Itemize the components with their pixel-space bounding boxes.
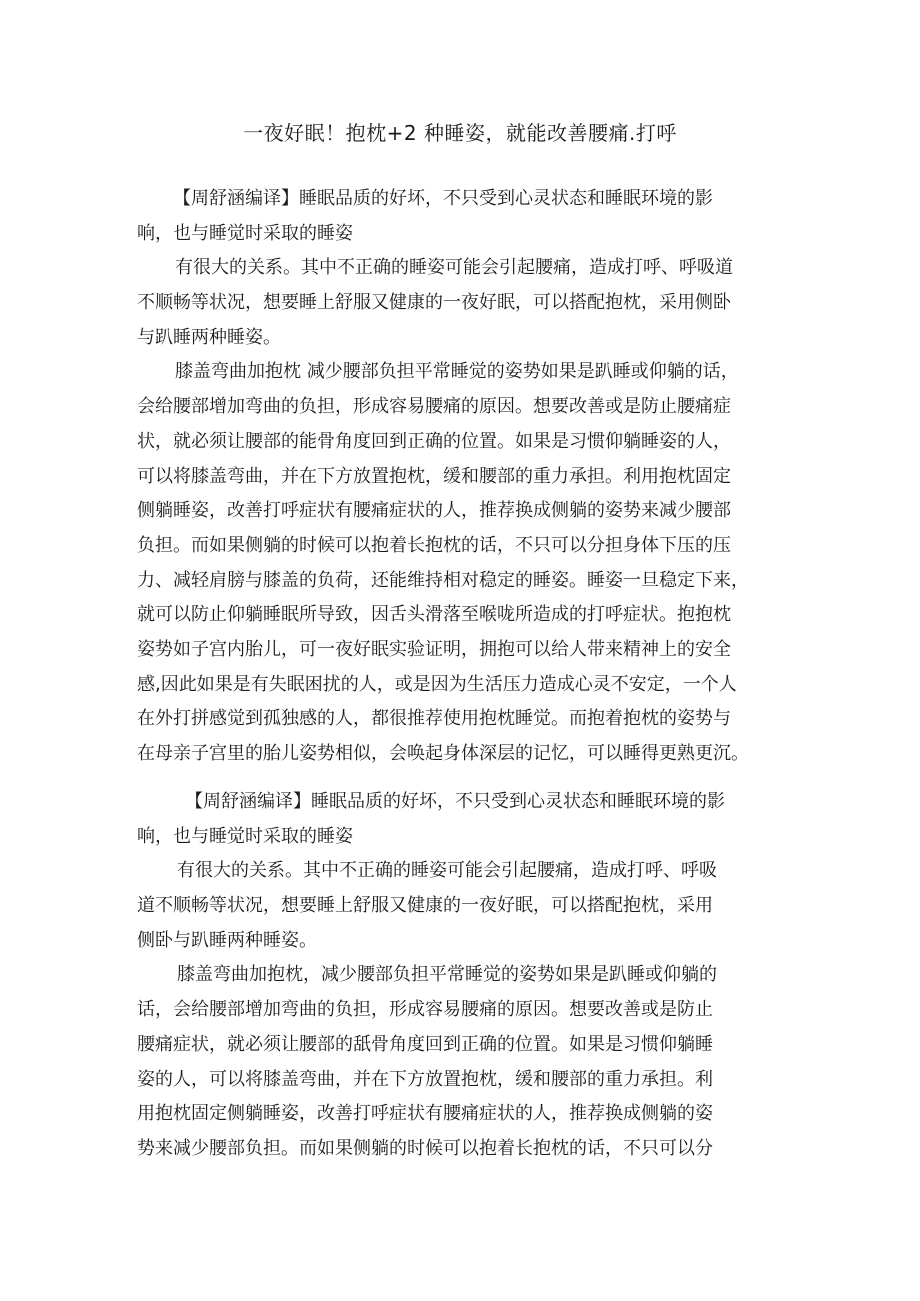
text-line: 在母亲子宫里的胎儿姿势相似，会唤起身体深层的记忆，可以睡得更熟更沉。	[137, 743, 749, 764]
text-line: 状，就必须让腰部的能骨角度回到正确的位置。如果是习惯仰躺睡姿的人，	[137, 430, 731, 452]
text-line: 响，也与睡觉时采取的睡姿	[137, 825, 353, 847]
text-line: 姿势如子宫内胎儿，可一夜好眠实验证明，拥抱可以给人带来精神上的安全	[137, 638, 731, 660]
text-line: 【周舒涵编译】睡眠品质的好坏，不只受到心灵状态和睡眠环境的影	[185, 791, 725, 812]
text-line: 力、减轻肩膀与膝盖的负荷，还能维持相对稳定的睡姿。睡姿一旦稳定下来，	[137, 569, 749, 591]
text-line: 在外打拼感觉到孤独感的人，都很推荐使用抱枕睡觉。而抱着抱枕的姿势与	[137, 708, 731, 730]
text-line: 有很大的关系。其中不正确的睡姿可能会引起腰痛，造成打呼、呼吸	[177, 860, 717, 882]
text-line: 会给腰部增加弯曲的负担，形成容易腰痛的原因。想要改善或是防止腰痛症	[137, 396, 731, 418]
text-line: 腰痛症状，就必须让腰部的舐骨角度回到正确的位置。如果是习惯仰躺睡	[137, 1033, 713, 1055]
text-line: 感,因此如果是有失眠困扰的人，或是因为生活压力造成心灵不安定，一个人	[137, 673, 737, 695]
article-block-1	[137, 182, 749, 772]
text-line: 势来减少腰部负担。而如果侧躺的时候可以抱着长抱枕的话，不只可以分	[137, 1137, 713, 1159]
text-line: 有很大的关系。其中不正确的睡姿可能会引起腰痛，造成打呼、呼吸道	[175, 257, 733, 279]
text-line: 用抱枕固定侧躺睡姿，改善打呼症状有腰痛症状的人，推荐换成侧躺的姿	[137, 1103, 713, 1125]
text-line: 侧卧与趴睡两种睡姿。	[137, 929, 317, 951]
text-line: 负担。而如果侧躺的时候可以抱着长抱枕的话，不只可以分担身体下压的压	[137, 534, 731, 556]
text-line: 话，会给腰部增加弯曲的负担，形成容易腰痛的原因。想要改善或是防止	[137, 999, 713, 1021]
text-line: 道不顺畅等状况，想要睡上舒服又健康的一夜好眠，可以搭配抱枕，采用	[137, 895, 713, 917]
text-line: 膝盖弯曲加抱枕 减少腰部负担平常睡觉的姿势如果是趴睡或仰躺的话，	[175, 361, 739, 383]
text-line: 侧躺睡姿，改善打呼症状有腰痛症状的人，推荐换成侧躺的姿势来减少腰部	[137, 500, 731, 522]
text-line: 不顺畅等状况，想要睡上舒服又健康的一夜好眠，可以搭配抱枕，采用侧卧	[137, 292, 731, 314]
document-title: 一夜好眠！抱枕+2 种睡姿，就能改善腰痛.打呼	[243, 121, 677, 145]
text-line: 就可以防止仰躺睡眠所导致，因舌头滑落至喉咙所造成的打呼症状。抱抱枕	[137, 604, 731, 626]
text-line: 【周舒涵编译】睡眠品质的好坏，不只受到心灵状态和睡眠环境的影	[173, 188, 713, 209]
text-line: 姿的人，可以将膝盖弯曲，并在下方放置抱枕，缓和腰部的重力承担。利	[137, 1068, 713, 1090]
article-block-2	[137, 785, 725, 1167]
text-line: 与趴睡两种睡姿。	[137, 326, 281, 348]
text-line: 膝盖弯曲加抱枕，减少腰部负担平常睡觉的姿势如果是趴睡或仰躺的	[177, 964, 717, 986]
text-line: 可以将膝盖弯曲，并在下方放置抱枕，缓和腰部的重力承担。利用抱枕固定	[137, 465, 731, 487]
text-line: 响，也与睡觉时采取的睡姿	[137, 222, 353, 244]
